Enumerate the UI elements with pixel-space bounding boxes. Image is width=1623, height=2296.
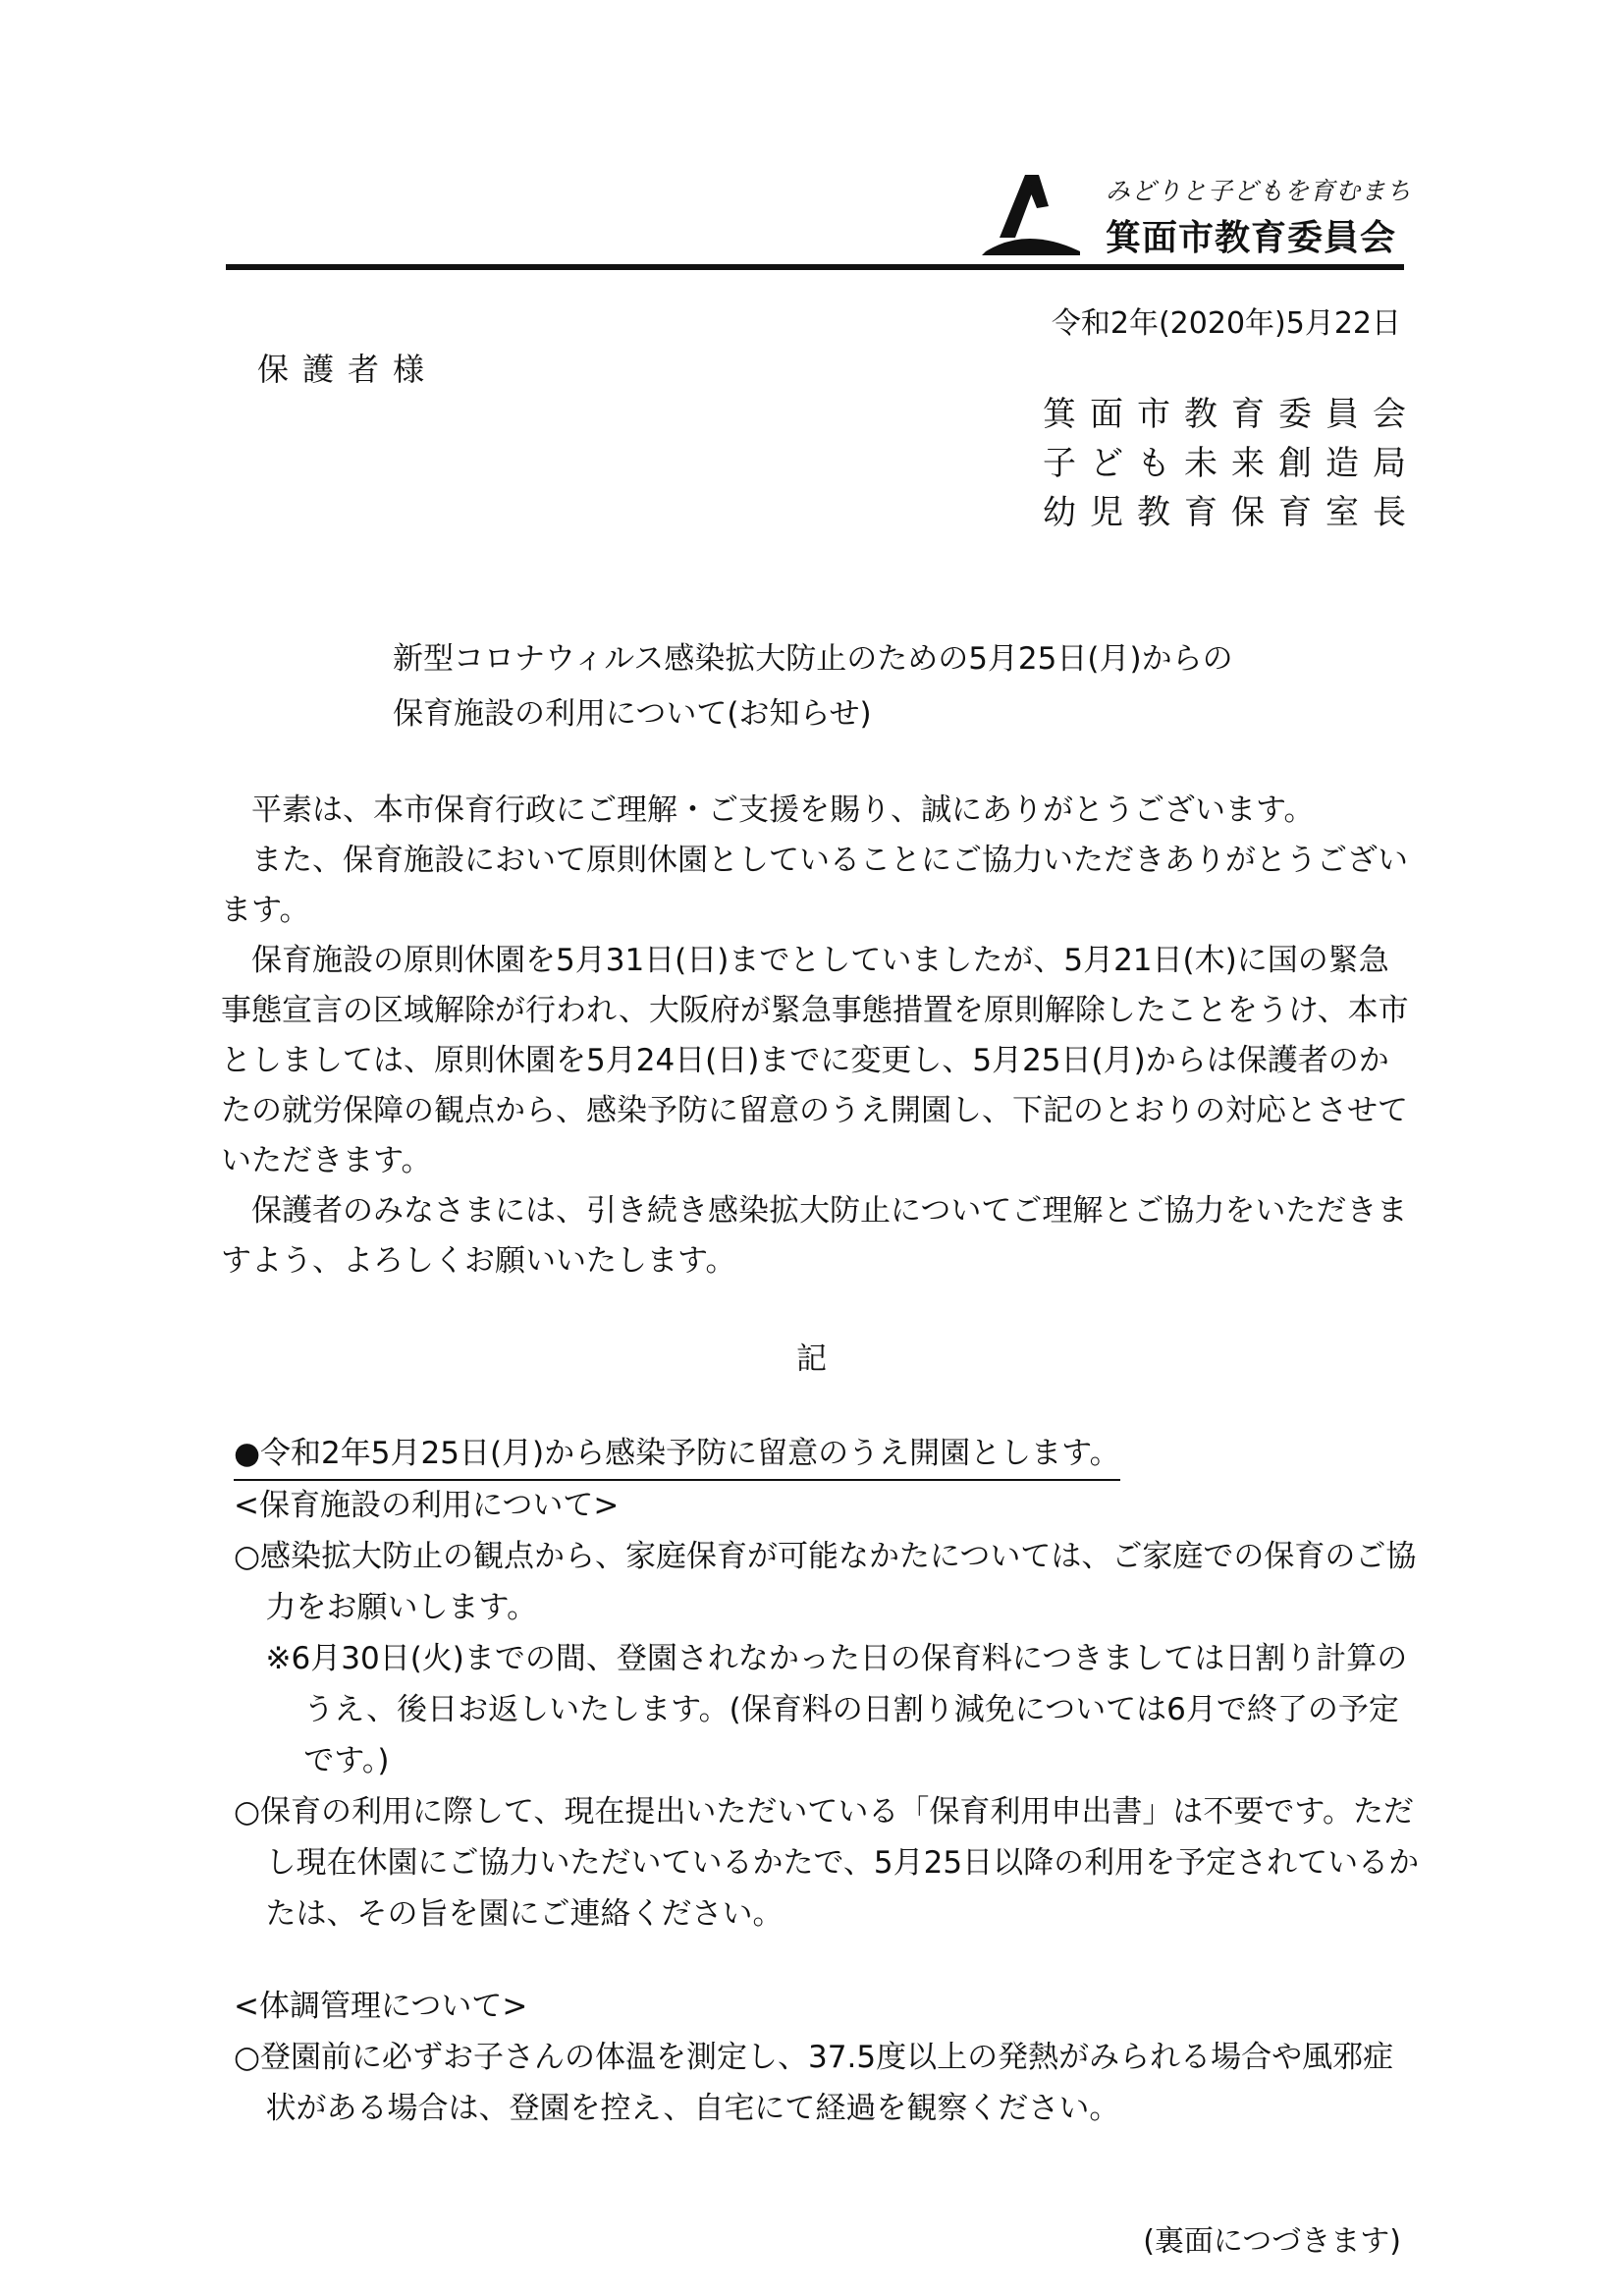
title-line: 新型コロナウィルス感染拡大防止のための5月25日(月)からの [393,641,1233,677]
ki-heading: 記 [796,1341,827,1377]
sender-line: 子ども未来創造局 [1043,444,1420,483]
letterhead-organization: 箕面市教育委員会 [1106,218,1397,258]
list-item: ○登園前に必ずお子さんの体温を測定し、37.5度以上の発熱がみられる場合や風邪症状がある場合は、登園を控え、自宅にて経過を観察ください。 [234,2040,1394,2126]
paragraph: 保育施設の原則休園を5月31日(日)までとしていましたが、5月21日(木)に国の緊急事態宣言の区域解除が行われ、大阪府が緊急事態措置を原則解除したことをうけ、本市としましては、原則休園を5月24日(日)までに変更し、5月25日(月)からは保護者のかたの就労保障の観点から、感染予防に留意のうえ開園し、下記のとおりの対応とさせていただきます。 [221,943,1409,1178]
sender-block [1043,390,1420,537]
section-heading-facility-use: <保育施設の利用について> [234,1488,620,1523]
paragraph: 保護者のみなさまには、引き続き感染拡大防止についてご理解とご協力をいただきますよう、よろしくお願いいたします。 [221,1193,1408,1279]
title-line: 保育施設の利用について(お知らせ) [393,696,872,732]
document-date: 令和2年(2020年)5月22日 [1051,306,1401,341]
paragraph: 平素は、本市保育行政にご理解・ご支援を賜り、誠にありがとうございます。 [251,793,1315,828]
letterhead-rule [226,264,1404,270]
document-title [393,631,1375,741]
section-heading-health: <体調管理について> [234,1989,528,2024]
continued-note: (裏面につづきます) [1143,2224,1401,2259]
opening-announcement: ●令和2年5月25日(月)から感染予防に留意のうえ開園とします。 [234,1429,1120,1481]
paragraph: また、保育施設において原則休園としていることにご協力いただきありがとうございます。 [221,843,1408,928]
list-item: ○感染拡大防止の観点から、家庭保育が可能なかたについては、ご家庭での保育のご協力をお願いします。 [234,1539,1417,1625]
recipient: 保護者様 [257,351,439,388]
sender-line: 箕面市教育委員会 [1043,395,1420,434]
note-item: ※6月30日(火)までの間、登園されなかった日の保育料につきましては日割り計算のうえ、後日お返しいたします。(保育料の日割り減免については6月で終了の予定です。) [265,1641,1408,1778]
city-tagline: みどりと子どもを育むまち [1106,177,1413,205]
details-section [234,1429,1422,2134]
sender-line: 幼児教育保育室長 [1043,493,1420,532]
city-logo-icon [978,169,1086,255]
list-item: ○保育の利用に際して、現在提出いただいている「保育利用申出書」は不要です。ただし現在休園にご協力いただいているかたで、5月25日以降の利用を予定されているかたは、その旨を園にご連絡ください。 [234,1794,1420,1932]
body-text [221,786,1419,1286]
